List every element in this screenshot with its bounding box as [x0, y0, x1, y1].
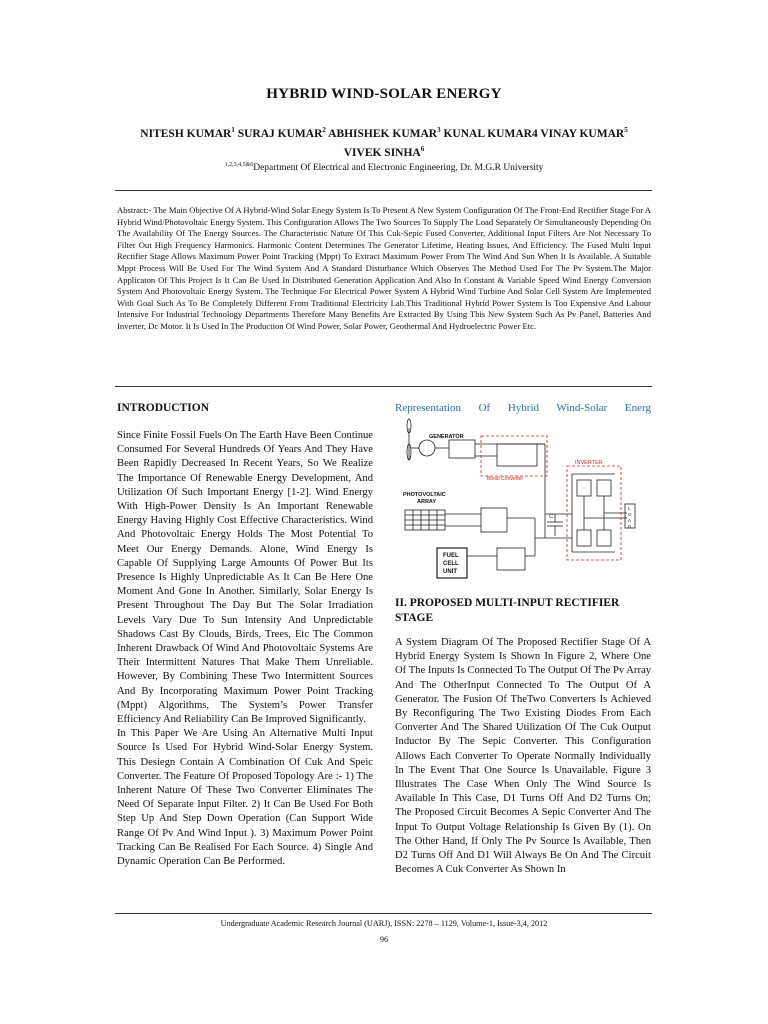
- cell-label: CELL: [443, 561, 459, 567]
- section-2-body: A System Diagram Of The Proposed Rectifier Stage Of A Hybrid Energy System Is Shown In Figure 2, Where One Of The Inputs Is Connected To The Output Of The Pv Array And The OtherInput Connected To The Output Of A Generator. The Fusion Of TheTwo Converters Is Achieved By Reconfiguring The Two Existing Diodes From Each Converter And The Shared Utilization Of The Cuk Output Inductor By The Sepic Converter. This Configuration Allows Each Converter To Operate Normally Individually In The Event That One Source Is Unavailable. Figure 3 Illustrates The Case When Only The Wind Source Is Available In This Case, D1 Turns Off And D2 Turns On; The Proposed Circuit Becomes A Sepic Converter And The Input To Output Voltage Relationship Is Given By (1). On The Other Hand, If Only The Pv Source Is Available, Then D2 Turns Off And D1 Will Always Be On And The Circuit Becomes A Cuk Converter As Shown In: [395, 637, 651, 876]
- pv-array-label: ARRAY: [417, 499, 437, 505]
- author-4-sup: 5: [624, 126, 628, 134]
- load-letter-o: O: [628, 512, 632, 517]
- author-1: NITESH KUMAR: [140, 127, 232, 140]
- capacitor-label: C: [549, 514, 553, 520]
- author-3-sup: 3: [437, 126, 441, 134]
- author-4: KUNAL KUMAR4 VINAY KUMAR: [440, 127, 625, 140]
- load-letter-l: L: [628, 506, 631, 511]
- footer-divider: [115, 913, 652, 914]
- solar-panel-icon: [405, 510, 445, 530]
- affiliation-text: Department Of Electrical and Electronic Engineering, Dr. M.G.R University: [253, 163, 544, 174]
- hybrid-system-diagram: [397, 418, 651, 583]
- section-2-heading: II. PROPOSED MULTI-INPUT RECTIFIER STAGE: [395, 597, 620, 624]
- author-1-sup: 1: [231, 126, 235, 134]
- inverter-label: INVERTER: [575, 460, 603, 466]
- introduction-body: [117, 429, 373, 869]
- page-number: 96: [379, 935, 389, 944]
- pv-label: PHOTOVOLTAIC: [403, 492, 446, 498]
- boost-converter-label: Boost Converter: [487, 476, 524, 482]
- author-2: SURAJ KUMAR: [234, 127, 323, 140]
- generator-icon: [419, 440, 435, 456]
- abstract-divider: [115, 386, 652, 387]
- affiliation: [0, 162, 768, 173]
- unit-label: UNIT: [443, 569, 457, 575]
- author-3: ABHISHEK KUMAR: [328, 127, 438, 140]
- load-letter-d: D: [628, 524, 632, 529]
- author-2-sup: 2: [322, 126, 326, 134]
- affiliation-sup: 1,2,3,4,5&6: [224, 162, 254, 168]
- figure-caption: Representation Of Hybrid Wind-Solar Energ: [395, 402, 651, 414]
- paper-title: HYBRID WIND-SOLAR ENERGY: [266, 86, 502, 102]
- introduction-paragraph-2: In This Paper We Are Using An Alternative Multi Input Source Is Used For Hybrid Wind-Solar Energy System. This Desiegn Contain A Combination Of Cuk And Speic Converter. The Feature Of Proposed Topology Are :- 1) The Inherent Nature Of These Two Converter Eliminates The Need Of Separate Input Filter. 2) It Can Be Used For Both Step Up And Step Down Operation (Can Support Wide Range Of Pv And Wind Input ). 3) Maximum Power Point Tracking Can Be Realised For Each Source. 4) Single And Dynamic Operation Can Be Performed.: [117, 728, 373, 868]
- top-divider: [115, 190, 652, 191]
- journal-footer: Undergraduate Academic Research Journal (UARJ), ISSN: 2278 – 1129, Volume-1, Issue-3,4, 2012: [220, 919, 548, 928]
- load-letter-a: A: [628, 518, 632, 523]
- fuel-label: FUEL: [443, 553, 459, 559]
- introduction-paragraph-1: Since Finite Fossil Fuels On The Earth Have Been Continue Consumed For Several Hundreds Of Years And They Have Been Rapidly Decreased In Recent Years, So We Realize The Importance Of Renewable Energy Development, And Utilization Of Such Important Energy [1-2]. Wind Energy With High-Power Density Is An Important Renewable Energy Having Highly Cost Effective Characteristics. Wind And Photovoltaic Energy Holds The Most Potential To Meet Our Energy Demands. Alone, Wind Energy Is Capable Of Supplying Large Amounts Of Power But Its Presence Is Highly Unpredictable As It Can Be Here One Moment And Gone In Another. Similarly, Solar Energy Is Present Throughout The Day But The Solar Irradiation Levels Vary Due To Sun Intensity And Unpredictable Shadows Cast By Clouds, Birds, Trees, Etc The Common Inherent Drawback Of Wind And Photovoltaic Systems Are Their Intermittent Natures That Make Them Unreliable. However, By Combining These Two Intermittent Sources And By Incorporating Maximum Power Point Tracking (Mppt) Algorithms, The System’s Power Transfer Efficiency And Reliability Can Be Improved Significantly.: [117, 430, 373, 726]
- author-5-sup: 6: [420, 144, 425, 153]
- abstract: Abstract:- The Main Objective Of A Hybrid-Wind Solar Enegy System Is To Present A New System Configuration Of The Front-End Rectifier Stage For A Hybrid Wind/Photovoltaic Energy System. This Configuration Allows The Two Sources To Supply The Load Separately Or Simultaneously Depending On The Availability Of The Energy Sources. The Characteristic Nature Of This Cuk-Sepic Fused Converter, Additional Input Filters Are Not Necessary To Filter Out High Frequency Harmonics. Harmonic Content Determines The Generator Lifetime, Heating Issues, And Efficiency. The Fused Multi Input Rectifier Stage Allows Maximum Power Point Tracking (Mppt) To Extract Maximum Power From The Wind And Sun When It Is Available. A Suitable Mppt Process Will Be Used For The Wind System And A Standard Disturbance Which Observes The Method Used For The Pv System.The Major Applicaton Of This Project Is It Can Be Used In Distributed Generation Application And Also In Constant & Variable Speed Wind Energy Conversion System And Photovoltaic Energy System. The Technique For Electrical Power System A Hybrid Wind Turbine And Solar Cell System Are Implemented With Goal Such As To Be Completely Different From Traditional Electricity Lab.This Traditional Hybrid Power System Is Too Expensive And Labour Intensive For Industrial Technology Departments Therefore Many Benefits Are Extracted By Using This New System Such As Pv Panel, Batteries And Inverter, Dc Motor. It Is Used In The Production Of Wind Power, Solar Power, Geothermal And Hydroelectric Power Etc.: [117, 205, 651, 331]
- introduction-heading: INTRODUCTION: [117, 402, 210, 414]
- author-list: [110, 123, 658, 161]
- author-5: VIVEK SINHA: [343, 146, 421, 159]
- generator-label: GENERATOR: [429, 434, 464, 440]
